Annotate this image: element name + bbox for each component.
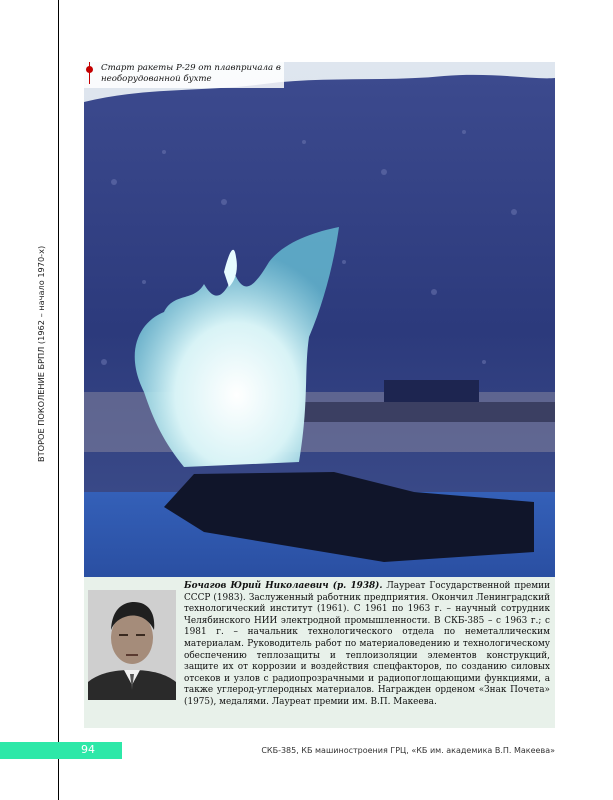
launch-photo: [84, 62, 555, 577]
running-head-text: ВТОРОЕ ПОКОЛЕНИЕ БРПЛ (1962 – начало 1970-х): [36, 245, 46, 462]
folio-bar: [0, 742, 122, 759]
bio-text: [184, 581, 550, 709]
footer-text: СКБ-385, КБ машиностроения ГРЦ, «КБ им. академика В.П. Макеева»: [261, 746, 555, 755]
caption-marker-dot: [86, 66, 93, 73]
portrait-photo: [88, 590, 176, 700]
side-rule: [58, 0, 59, 800]
bio-name: Бочагов Юрий Николаевич (р. 1938).: [184, 581, 383, 591]
page-number: 94: [81, 743, 95, 756]
running-head: [36, 245, 50, 502]
bio-body: Лауреат Государственной премии СССР (1983). Заслуженный работник предприятия. Окончил Ленинградский технологический институт (1961). С 1961 по 1963 г. – научный сотрудник Челябинского НИИ электродной промышленности. В СКБ-385 – с 1963 г.; с 1981 г. – начальник технологического отдела по неметаллическим материалам. Руководитель работ по материаловедению и технологическому обеспечению теплозащиты и теплоизоляции элементов конструкций, защите их от коррозии и воздействия спецфакторов, по созданию силовых отсеков и узлов с радиопрозрачными и радиопоглощающими функциями, а также углерод-углеродных материалов. Награжден орденом «Знак Почета» (1975), медалями. Лауреат премии им. В.П. Макеева.: [184, 581, 550, 707]
photo-caption: Старт ракеты Р-29 от плавпричала в необорудованной бухте: [101, 63, 281, 84]
